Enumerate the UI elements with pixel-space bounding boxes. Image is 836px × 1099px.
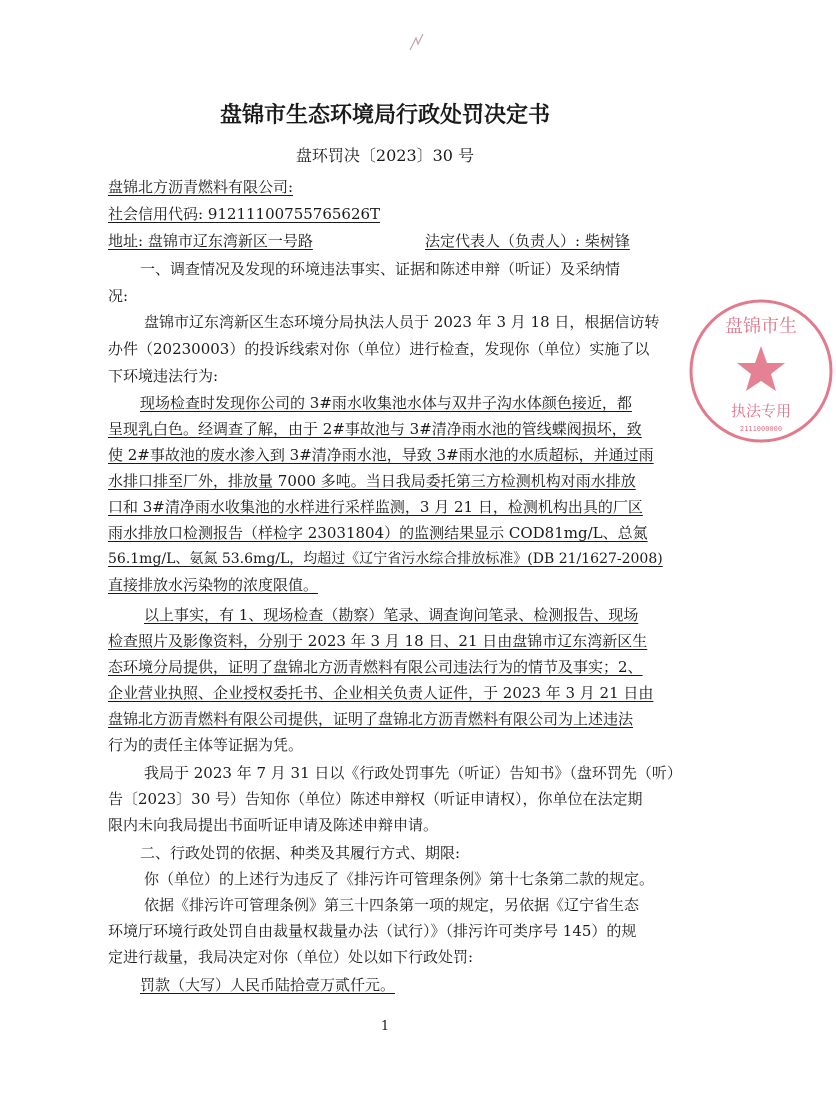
underlined-text: 企业营业执照、企业授权委托书、企业相关负责人证件，于 2023 年 3 月 21 日由: [108, 684, 654, 702]
section-heading-1-cont: 况:: [108, 287, 129, 305]
penalty-amount: [140, 978, 395, 993]
paragraph-line: 盘锦市辽东湾新区生态环境分局执法人员于 2023 年 3 月 18 日，根据信访转: [144, 313, 660, 331]
recipient-name: [108, 180, 293, 195]
official-seal-icon: [686, 296, 836, 446]
paragraph-line: [108, 448, 654, 463]
paragraph-line: 依据《排污许可管理条例》第三十四条第一项的规定，另依据《辽宁省生态: [144, 896, 640, 914]
paragraph-line: 下环境违法行为:: [108, 367, 219, 385]
svg-text:2111000000: 2111000000: [739, 425, 783, 433]
paragraph-line: [108, 526, 648, 541]
paragraph-line: [108, 474, 636, 489]
document-title: 盘锦市生态环境局行政处罚决定书: [219, 102, 550, 128]
paragraph-line: 环境厅环境行政处罚自由裁量权裁量办法（试行）》（排污许可类序号 145）的规: [108, 922, 637, 940]
underlined-text: 56.1mg/L、氨氮 53.6mg/L，均超过《辽宁省污水综合排放标准》(DB 21/1627-2008): [108, 551, 663, 567]
credit-code-line: [108, 207, 380, 222]
paragraph-line: 定进行裁量，我局决定对你（单位）处以如下行政处罚:: [108, 948, 474, 966]
paragraph-line: [108, 578, 318, 593]
paragraph-line: [108, 634, 647, 649]
svg-text:执法专用: 执法专用: [730, 402, 792, 420]
paragraph-line: [108, 552, 663, 566]
paragraph-line: 限内未向我局提出书面听证申请及陈述申辩申请。: [108, 816, 439, 834]
underlined-text: 态环境分局提供，证明了盘锦北方沥青燃料有限公司违法行为的情节及事实；2、: [108, 658, 643, 676]
paragraph-line: [144, 608, 638, 623]
section-heading-1: 一、调查情况及发现的环境违法事实、证据和陈述申辩（听证）及采纳情: [140, 260, 621, 278]
penalty-amount-text: 罚款（大写）人民币陆拾壹万贰仟元。: [140, 976, 396, 994]
recipient-name-text: 盘锦北方沥青燃料有限公司:: [108, 178, 294, 196]
underlined-text: 口和 3#清净雨水收集池的水样进行采样监测，3 月 21 日，检测机构出具的厂区: [108, 498, 643, 516]
underlined-text: 现场检查时发现你公司的 3#雨水收集池水体与双井子沟水体颜色接近，都: [140, 394, 632, 412]
underlined-text: 使 2#事故池的废水渗入到 3#清净雨水池，导致 3#雨水池的水质超标，并通过雨: [108, 446, 654, 464]
underlined-text: 直接排放水污染物的浓度限值。: [108, 576, 319, 594]
paragraph-line: 你（单位）的上述行为违反了《排污许可管理条例》第十七条第二款的规定。: [144, 870, 655, 888]
credit-code-text: 社会信用代码: 91211100755765626T: [108, 205, 381, 223]
paragraph-line: 告〔2023〕30 号）告知你（单位）陈述申辩权（听证申请权），你单位在法定期: [108, 790, 643, 808]
underlined-text: 以上事实，有 1、现场检查（勘察）笔录、调查询问笔录、检测报告、现场: [144, 606, 639, 624]
svg-text:盘锦市生: 盘锦市生: [725, 316, 797, 337]
paragraph-line: 我局于 2023 年 7 月 31 日以《行政处罚事先（听证）告知书》（盘环罚先（听）: [144, 764, 682, 782]
underlined-text: 雨水排放口检测报告（样检字 23031804）的监测结果显示 COD81mg/L、总氮: [108, 524, 648, 542]
address-text: 地址: 盘锦市辽东湾新区一号路: [108, 232, 313, 250]
paragraph-line: [108, 500, 643, 515]
underlined-text: 呈现乳白色。经调查了解，由于 2#事故池与 3#清净雨水池的管线蝶阀损坏，致: [108, 420, 642, 438]
underlined-text: 水排口排至厂外，排放量 7000 多吨。当日我局委托第三方检测机构对雨水排放: [108, 472, 636, 490]
legal-representative-line: [425, 234, 630, 249]
address-line: [108, 234, 313, 249]
scribble-mark-icon: [404, 30, 430, 56]
paragraph-line: [108, 422, 642, 437]
underlined-text: 检查照片及影像资料，分别于 2023 年 3 月 18 日、21 日由盘锦市辽东湾新区生: [108, 632, 648, 650]
section-heading-2: 二、行政处罚的依据、种类及其履行方式、期限:: [140, 844, 461, 862]
paragraph-line: [108, 686, 653, 701]
paragraph-line: [140, 396, 632, 411]
document-number: 盘环罚决〔2023〕30 号: [295, 146, 475, 165]
paragraph-line: 行为的责任主体等证据为凭。: [108, 736, 304, 754]
paragraph-line: [108, 712, 633, 727]
page-number: 1: [380, 1019, 390, 1034]
paragraph-line: 办件（20230003）的投诉线索对你（单位）进行检查，发现你（单位）实施了以: [108, 340, 650, 358]
legal-representative-text: 法定代表人（负责人）: 柴树锋: [425, 232, 630, 250]
underlined-text: 盘锦北方沥青燃料有限公司提供，证明了盘锦北方沥青燃料有限公司为上述违法: [108, 710, 634, 728]
paragraph-line: [108, 660, 643, 675]
